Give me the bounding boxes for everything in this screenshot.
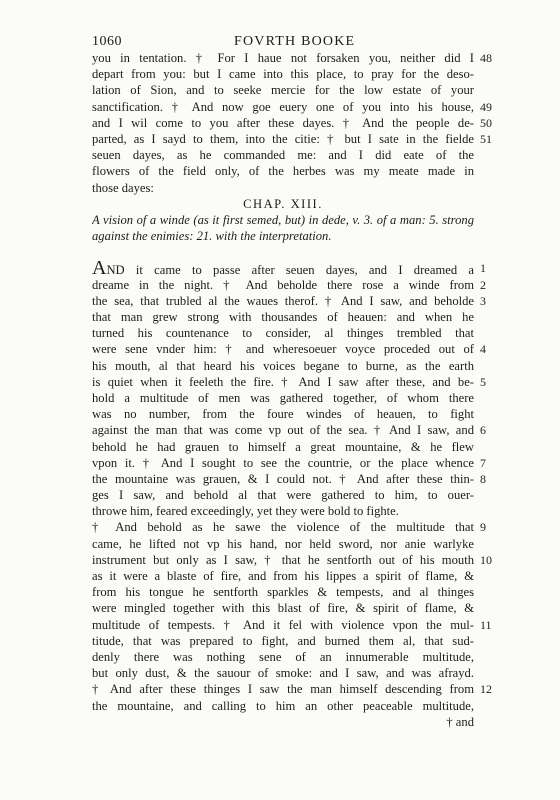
text-line: throwe him, feared exceedingly, yet they were bold to fighte. [92, 504, 399, 519]
text-line: were sene vnder him: † and wheresoeuer voyce proceded out of [92, 342, 474, 357]
verse-number: 4 [480, 342, 486, 357]
text-line: titude, that was prepared to fight, and burned them al, that sud- [92, 633, 474, 648]
text-line: the sea, that trubled al the waues therof. † And I saw, and beholde [92, 293, 474, 308]
verse-number [480, 406, 520, 422]
text-line: as it were a blaste of fire, and from his lippes a spirit of flame, & [92, 569, 474, 583]
text-line: instrument but only as I saw, † that he sentforth out of his mouth [92, 552, 474, 567]
verse-number [480, 600, 520, 616]
text-line: came, he lifted not vp his hand, nor held sword, nor anie warlyke [92, 536, 474, 551]
text-line: lation of Sion, and to seeke mercie for the low estate of your [92, 83, 474, 98]
verse-number: 8 [480, 471, 486, 486]
text-line: behold he had grauen to himself a great mountaine, & he flew [92, 439, 474, 454]
chapter-heading: CHAP. XIII. [243, 196, 323, 211]
text-line: † and [446, 714, 474, 729]
verse-number [480, 649, 520, 665]
text-line: depart from you: but I came into this place, to pray for the deso- [92, 67, 474, 82]
verse-number [480, 358, 520, 374]
text-line: and I wil come to you after these dayes. † And the people de- [92, 115, 474, 130]
verse-number: 5 [480, 374, 486, 389]
verse-number [480, 665, 520, 681]
verse-number [480, 536, 520, 552]
text-line: † And behold as he sawe the violence of the multitude that [92, 520, 474, 535]
verse-numbers-column [480, 50, 520, 730]
text-line: the mountaine, and calling to him an other peaceable multitude, [92, 698, 474, 713]
text-line: his mouth, al that heard his voices begane to burne, as the earth [92, 358, 474, 373]
verse-number: 2 [480, 277, 486, 292]
verse-number: 6 [480, 423, 486, 438]
chapter-summary-line: A vision of a winde (as it first semed, but) in dede, v. 3. of a man: 5. strong [92, 212, 474, 227]
running-title: FOVRTH BOOKE [234, 34, 356, 49]
verse-number [480, 487, 520, 503]
verse-number: 12 [480, 682, 492, 697]
chapter-summary-line: against the enimies: 21. with the interpretation. [92, 229, 332, 244]
text-line: but only dust, & the sauour of smoke: and I saw, and was afrayd. [92, 666, 474, 681]
text-line-rest: ND it came to passe after seuen dayes, and I dreamed a [106, 263, 474, 277]
text-line: sanctification. † And now goe euery one of you into his house, [92, 99, 474, 114]
text-line-dropcap [92, 260, 474, 276]
text-line: the mountaine was grauen, & I could not. † And after these thin- [92, 471, 474, 486]
verse-number [480, 714, 520, 730]
text-line: turned his countenance to consider, al thinges trembled that [92, 326, 474, 341]
page-header [92, 34, 462, 50]
verse-number [480, 244, 520, 260]
text-line: † And after these thinges I saw the man himself descending from [92, 682, 474, 697]
text-line: was no number, from the foure windes of heauen, to fight [92, 407, 474, 422]
verse-number [480, 163, 520, 179]
verse-number [480, 568, 520, 584]
blank-line [92, 244, 474, 260]
verse-number [480, 390, 520, 406]
verse-number [480, 180, 520, 196]
verse-number [480, 196, 520, 212]
verse-number: 10 [480, 552, 492, 567]
text-line: hold a multitude of men was gathered together, of whom there [92, 390, 474, 405]
page-number: 1060 [92, 34, 122, 49]
text-line: from his tongue he sentforth sparkles & tempests, and al thinges [92, 585, 474, 600]
verse-number [480, 309, 520, 325]
text-line: that man grew strong with thousandes of heauen: and when he [92, 310, 474, 324]
verse-number [480, 584, 520, 600]
text-line: is quiet when it feeleth the fire. † And I saw after these, and be- [92, 374, 474, 389]
body-text [92, 50, 474, 730]
text-line: against the man that was come vp out of the sea. † And I saw, and [92, 423, 474, 438]
verse-number: 48 [480, 51, 492, 65]
verse-number: 7 [480, 455, 486, 470]
text-line: denly there was nothing sene of an innumerable multitude, [92, 649, 474, 664]
text-line: you in tentation. † For I haue not forsaken you, neither did I [92, 51, 474, 65]
verse-number [480, 212, 520, 228]
text-line: ges I saw, and behold al that were gathered to him, to ouer- [92, 488, 474, 503]
verse-number: 51 [480, 131, 492, 146]
verse-number [480, 325, 520, 341]
verse-number [480, 147, 520, 163]
verse-number: 1 [480, 261, 486, 276]
verse-number: 11 [480, 617, 492, 632]
verse-number [480, 633, 520, 649]
verse-number: 50 [480, 115, 492, 130]
text-line: were mingled together with this blast of fire, & spirit of flame, & [92, 601, 474, 616]
text-line: flowers of the field only, of the herbes was my meate made in [92, 164, 474, 179]
verse-number [480, 439, 520, 455]
verse-number: 9 [480, 520, 486, 535]
drop-cap-letter: A [92, 260, 107, 277]
verse-number [480, 66, 520, 82]
verse-number [480, 82, 520, 98]
verse-number: 3 [480, 293, 486, 308]
text-line: those dayes: [92, 180, 154, 195]
verse-number: 49 [480, 99, 492, 114]
verse-number [480, 503, 520, 519]
verse-number [480, 228, 520, 244]
text-line: parted, as I sayd to them, into the citie: † but I sate in the fielde [92, 131, 474, 146]
verse-number [480, 698, 520, 714]
text-line: dreame in the night. † And beholde there rose a winde from [92, 277, 474, 292]
text-line: multitude of tempests. † And it fel with violence vpon the mul- [92, 617, 474, 632]
text-line: vpon it. † And I sought to see the countrie, or the place whence [92, 455, 474, 470]
text-line: seuen dayes, as he commanded me: and I did eate of the [92, 148, 474, 163]
